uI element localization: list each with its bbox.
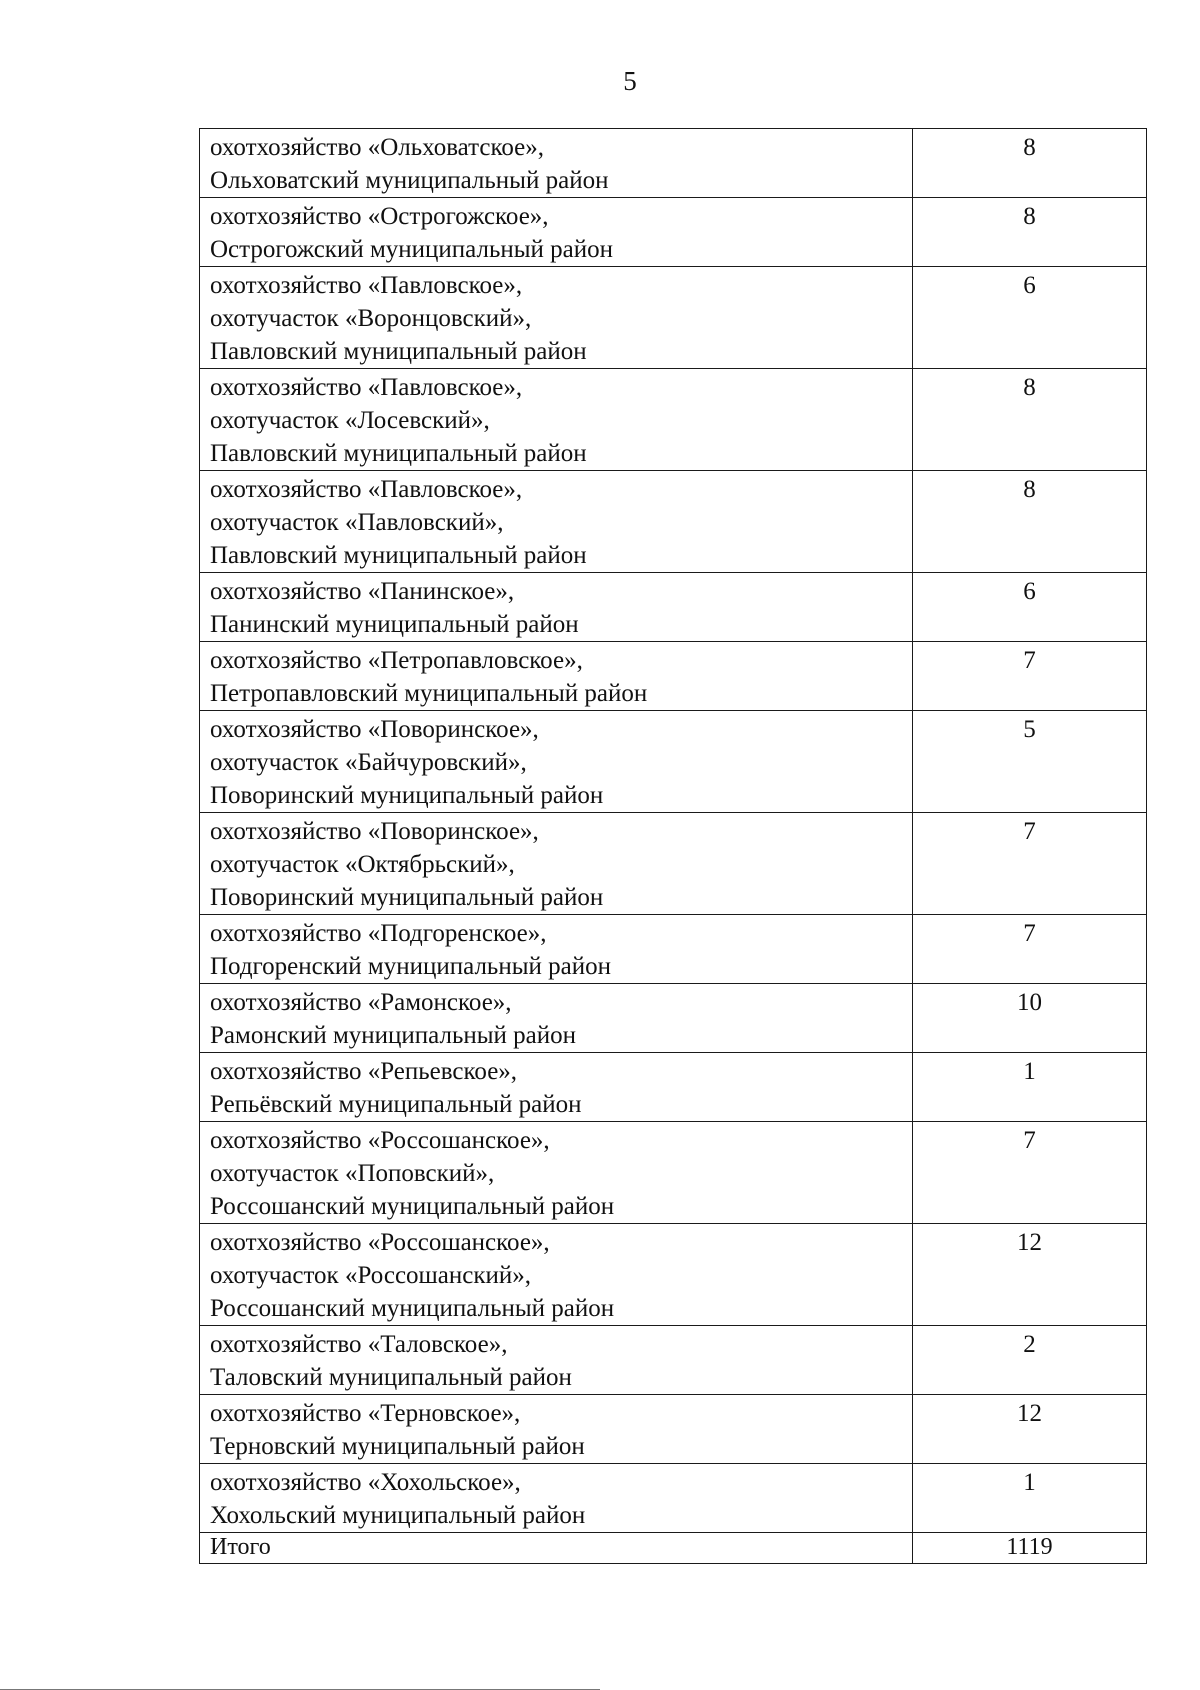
hunting-area-count-cell: 1 bbox=[913, 1464, 1147, 1533]
hunting-area-count-cell: 7 bbox=[913, 642, 1147, 711]
table-row bbox=[200, 573, 1147, 642]
hunting-area-name-line: охотхозяйство «Таловское», bbox=[210, 1331, 508, 1358]
hunting-area-count-cell: 8 bbox=[913, 471, 1147, 573]
table-row bbox=[200, 813, 1147, 915]
hunting-area-count-cell: 6 bbox=[913, 267, 1147, 369]
hunting-area-count-cell: 7 bbox=[913, 915, 1147, 984]
hunting-area-name-line: охотучасток «Байчуровский», bbox=[210, 749, 527, 776]
hunting-area-count-cell: 2 bbox=[913, 1326, 1147, 1395]
table-row bbox=[200, 642, 1147, 711]
hunting-areas-table-container bbox=[199, 128, 1147, 1564]
hunting-area-name-cell bbox=[200, 369, 913, 471]
page-number: 5 bbox=[623, 66, 637, 96]
table-row bbox=[200, 198, 1147, 267]
hunting-area-name-line: охотучасток «Поповский», bbox=[210, 1160, 495, 1187]
hunting-area-name-line: Павловский муниципальный район bbox=[210, 440, 587, 467]
table-row bbox=[200, 129, 1147, 198]
hunting-area-name-cell bbox=[200, 1122, 913, 1224]
hunting-area-count-cell: 8 bbox=[913, 129, 1147, 198]
hunting-area-name-cell bbox=[200, 984, 913, 1053]
hunting-area-name-line: Подгоренский муниципальный район bbox=[210, 953, 611, 980]
table-row bbox=[200, 711, 1147, 813]
hunting-area-count-cell: 5 bbox=[913, 711, 1147, 813]
hunting-area-name-line: охотхозяйство «Репьевское», bbox=[210, 1058, 518, 1085]
table-row bbox=[200, 915, 1147, 984]
hunting-area-count-cell: 12 bbox=[913, 1224, 1147, 1326]
hunting-area-name-cell bbox=[200, 1464, 913, 1533]
hunting-area-name-line: Хохольский муниципальный район bbox=[210, 1502, 586, 1529]
hunting-area-name-cell bbox=[200, 1395, 913, 1464]
hunting-area-name-cell bbox=[200, 573, 913, 642]
hunting-area-name-line: Поворинский муниципальный район bbox=[210, 782, 604, 809]
hunting-area-count-cell: 12 bbox=[913, 1395, 1147, 1464]
hunting-area-name-line: охотучасток «Воронцовский», bbox=[210, 305, 532, 332]
hunting-area-name-line: охотхозяйство «Петропавловское», bbox=[210, 647, 583, 674]
hunting-area-name-line: охотхозяйство «Павловское», bbox=[210, 374, 523, 401]
table-row bbox=[200, 1395, 1147, 1464]
hunting-area-name-line: Панинский муниципальный район bbox=[210, 611, 579, 638]
hunting-area-name-cell bbox=[200, 1224, 913, 1326]
hunting-area-name-line: охотхозяйство «Павловское», bbox=[210, 476, 523, 503]
table-row bbox=[200, 1326, 1147, 1395]
hunting-area-name-cell bbox=[200, 129, 913, 198]
hunting-area-name-line: Павловский муниципальный район bbox=[210, 338, 587, 365]
hunting-area-name-line: Петропавловский муниципальный район bbox=[210, 680, 648, 707]
hunting-area-name-line: охотхозяйство «Терновское», bbox=[210, 1400, 521, 1427]
table-row bbox=[200, 1122, 1147, 1224]
hunting-area-count-cell: 6 bbox=[913, 573, 1147, 642]
hunting-area-name-cell bbox=[200, 198, 913, 267]
hunting-area-name-cell bbox=[200, 1326, 913, 1395]
table-row bbox=[200, 369, 1147, 471]
table-body bbox=[200, 129, 1147, 1564]
hunting-areas-table bbox=[199, 128, 1147, 1564]
hunting-area-name-line: охотучасток «Павловский», bbox=[210, 509, 504, 536]
hunting-area-name-line: охотхозяйство «Россошанское», bbox=[210, 1229, 550, 1256]
hunting-area-name-cell bbox=[200, 267, 913, 369]
hunting-area-name-line: Рамонский муниципальный район bbox=[210, 1022, 577, 1049]
hunting-area-name-line: охотхозяйство «Поворинское», bbox=[210, 716, 539, 743]
hunting-area-name-cell bbox=[200, 1053, 913, 1122]
hunting-area-name-line: Таловский муниципальный район bbox=[210, 1364, 572, 1391]
hunting-area-name-line: Терновский муниципальный район bbox=[210, 1433, 585, 1460]
hunting-area-name-line: Россошанский муниципальный район bbox=[210, 1193, 615, 1220]
hunting-area-name-line: охотхозяйство «Павловское», bbox=[210, 272, 523, 299]
hunting-area-name-line: Поворинский муниципальный район bbox=[210, 884, 604, 911]
total-row bbox=[200, 1533, 1147, 1564]
hunting-area-name-line: охотхозяйство «Панинское», bbox=[210, 578, 515, 605]
hunting-area-count-cell: 1 bbox=[913, 1053, 1147, 1122]
hunting-area-name-line: охотхозяйство «Подгоренское», bbox=[210, 920, 547, 947]
table-row bbox=[200, 984, 1147, 1053]
hunting-area-name-line: охотхозяйство «Острогожское», bbox=[210, 203, 549, 230]
total-label: Итого bbox=[200, 1533, 913, 1564]
hunting-area-name-line: Острогожский муниципальный район bbox=[210, 236, 614, 263]
table-row bbox=[200, 1464, 1147, 1533]
hunting-area-name-cell bbox=[200, 642, 913, 711]
hunting-area-name-line: охотучасток «Октябрьский», bbox=[210, 851, 515, 878]
hunting-area-name-line: охотхозяйство «Хохольское», bbox=[210, 1469, 521, 1496]
hunting-area-name-cell bbox=[200, 915, 913, 984]
hunting-area-name-line: охотхозяйство «Россошанское», bbox=[210, 1127, 550, 1154]
hunting-area-name-line: Ольховатский муниципальный район bbox=[210, 167, 609, 194]
hunting-area-name-line: Павловский муниципальный район bbox=[210, 542, 587, 569]
hunting-area-name-cell bbox=[200, 813, 913, 915]
hunting-area-name-line: охотхозяйство «Поворинское», bbox=[210, 818, 539, 845]
hunting-area-name-line: охотхозяйство «Ольховатское», bbox=[210, 134, 544, 161]
table-row bbox=[200, 267, 1147, 369]
hunting-area-name-line: Репьёвский муниципальный район bbox=[210, 1091, 582, 1118]
table-row bbox=[200, 471, 1147, 573]
hunting-area-name-cell bbox=[200, 711, 913, 813]
table-row bbox=[200, 1053, 1147, 1122]
hunting-area-name-cell bbox=[200, 471, 913, 573]
hunting-area-count-cell: 8 bbox=[913, 369, 1147, 471]
hunting-area-name-line: охотхозяйство «Рамонское», bbox=[210, 989, 512, 1016]
hunting-area-name-line: Россошанский муниципальный район bbox=[210, 1295, 615, 1322]
hunting-area-name-line: охотучасток «Россошанский», bbox=[210, 1262, 532, 1289]
hunting-area-count-cell: 7 bbox=[913, 813, 1147, 915]
table-row bbox=[200, 1224, 1147, 1326]
hunting-area-name-line: охотучасток «Лосевский», bbox=[210, 407, 490, 434]
hunting-area-count-cell: 7 bbox=[913, 1122, 1147, 1224]
hunting-area-count-cell: 8 bbox=[913, 198, 1147, 267]
hunting-area-count-cell: 10 bbox=[913, 984, 1147, 1053]
total-value: 1119 bbox=[913, 1533, 1147, 1564]
